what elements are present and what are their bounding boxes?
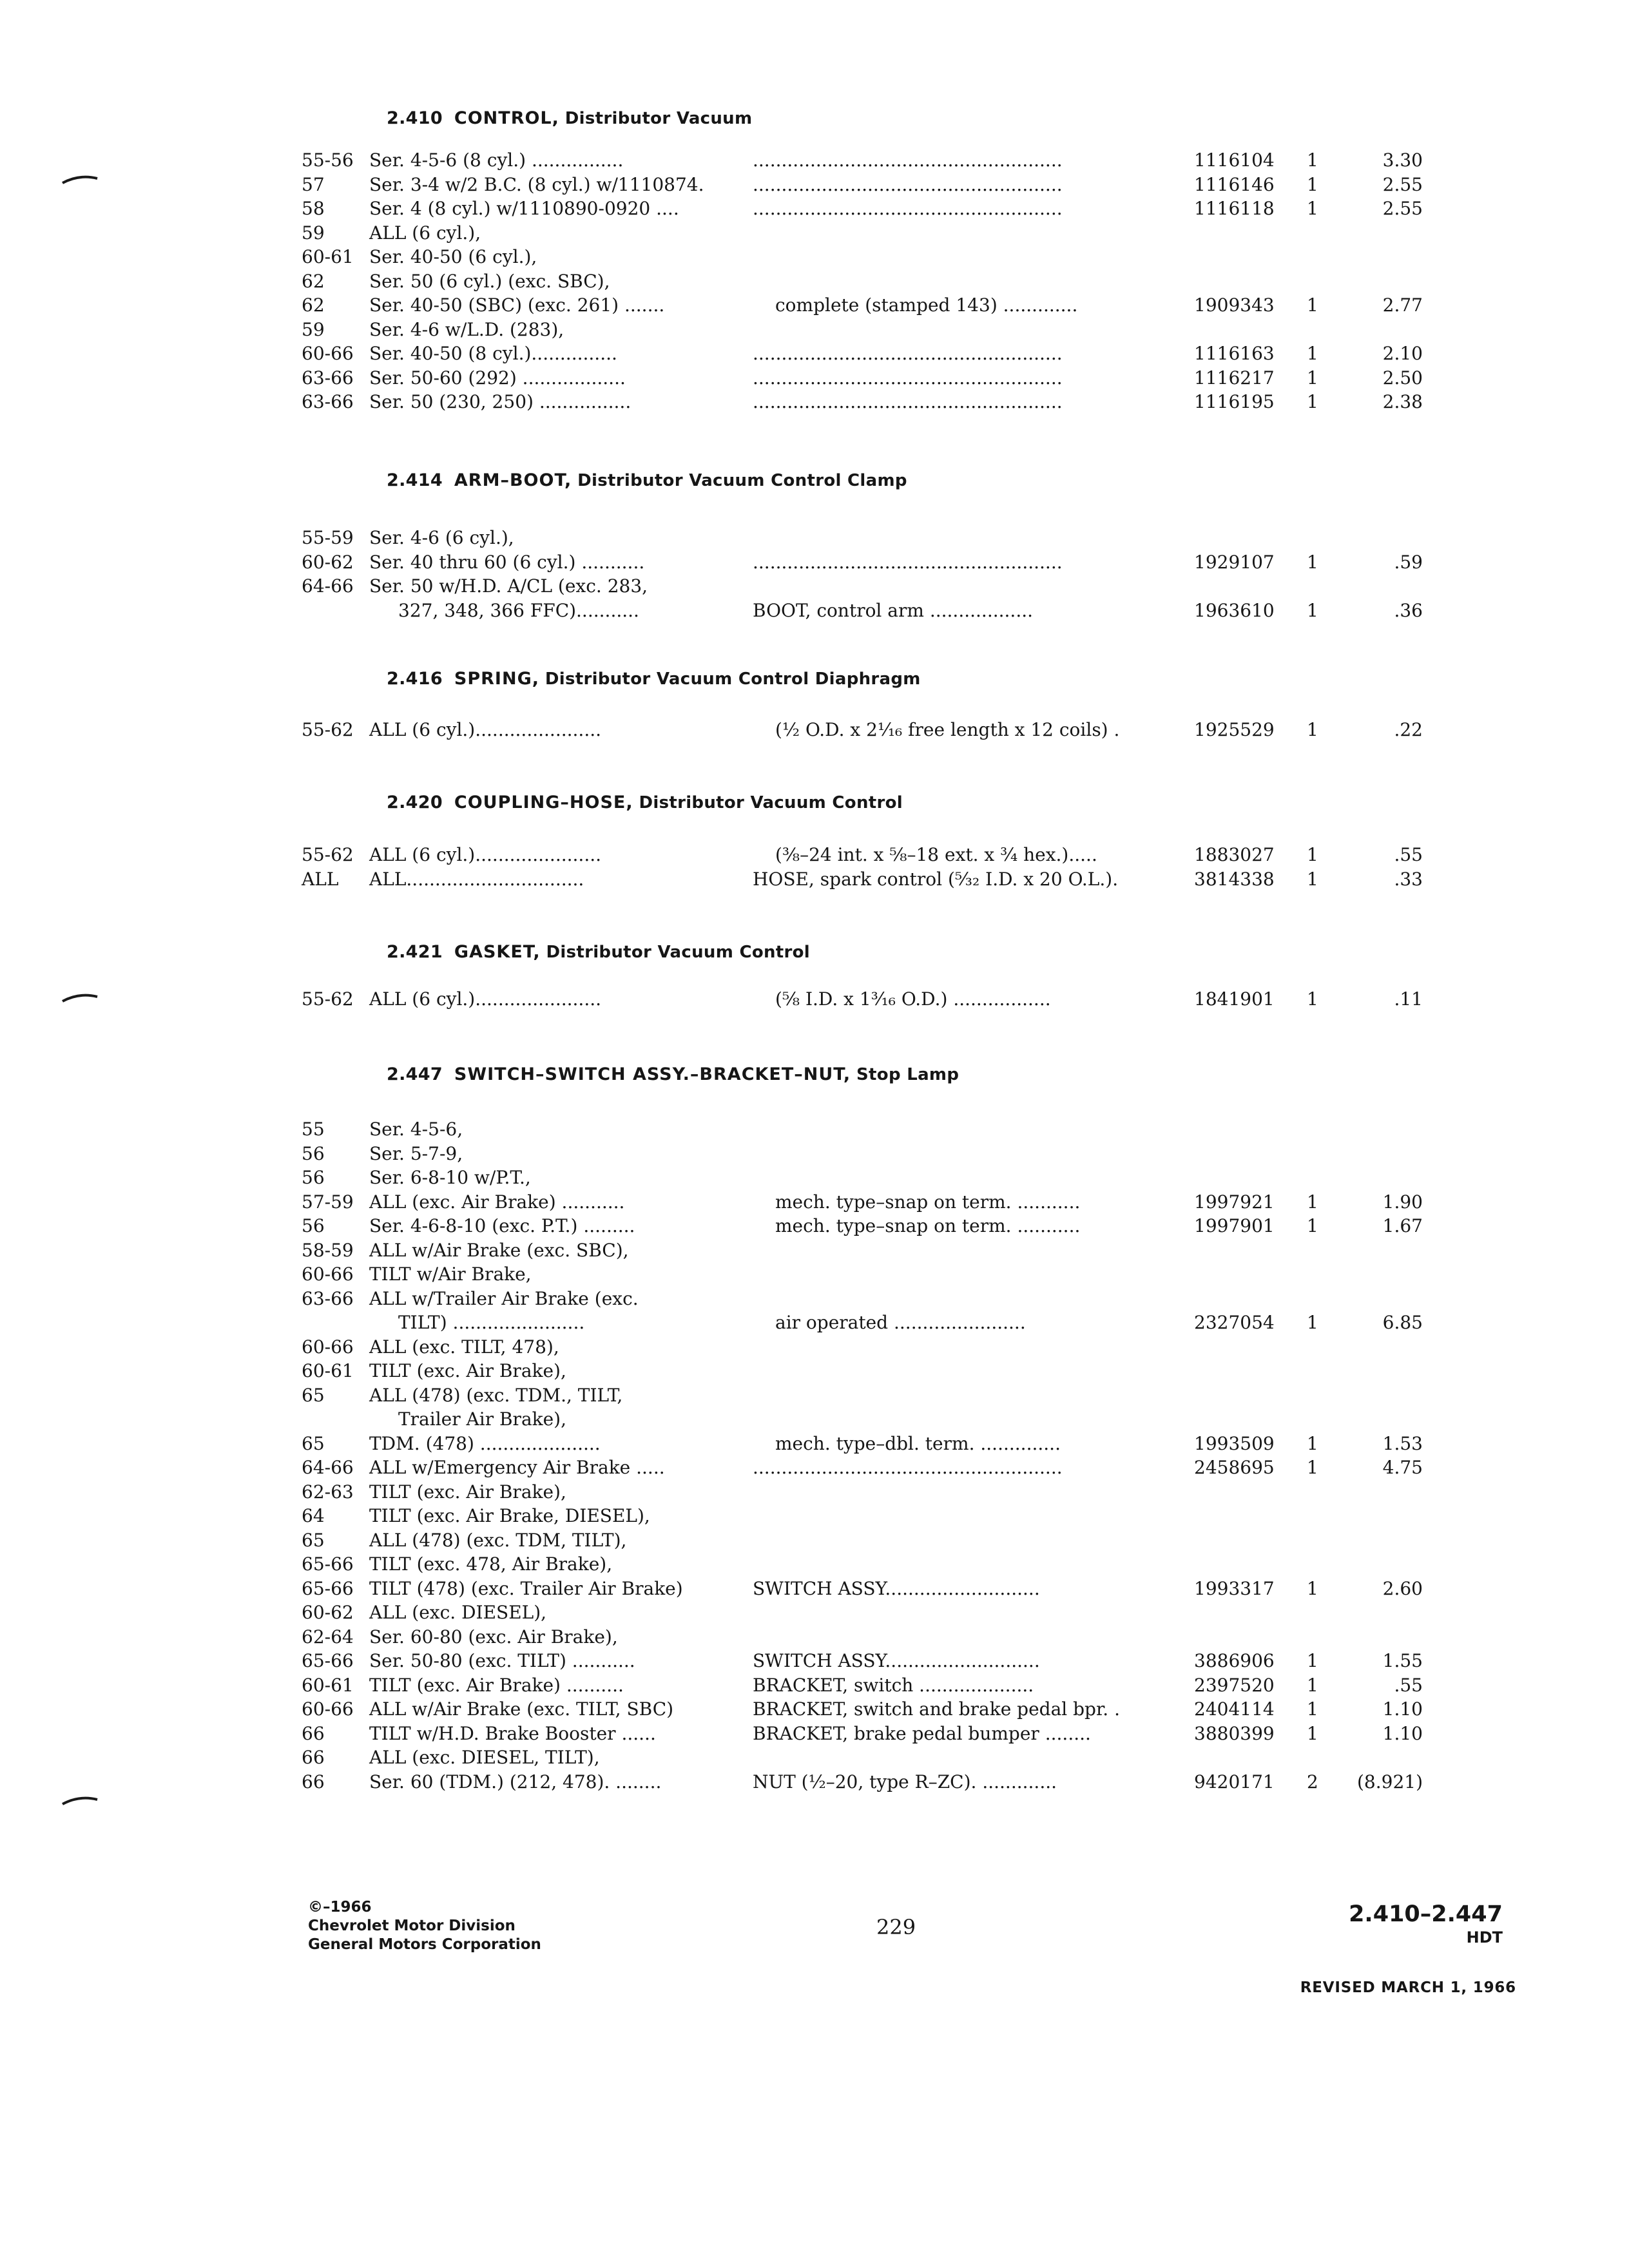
catalog-code: HDT xyxy=(1466,1928,1503,1946)
table-row xyxy=(302,1214,1423,1238)
model-application: Ser. 4 (8 cyl.) w/1110890-0920 .... xyxy=(369,198,679,219)
price: 2.55 xyxy=(1382,198,1423,219)
price: .33 xyxy=(1394,868,1423,890)
model-application: 327, 348, 366 FFC)........... xyxy=(398,599,639,621)
price: 6.85 xyxy=(1382,1312,1423,1333)
table-row xyxy=(302,1722,1423,1746)
model-year: 62 xyxy=(302,294,325,316)
table-row xyxy=(302,1311,1423,1335)
part-description: BOOT, control arm .................. xyxy=(753,599,1034,621)
table-row xyxy=(302,1238,1423,1263)
part-number: 1993509 xyxy=(1194,1432,1275,1454)
table-row xyxy=(302,526,1423,550)
model-application: Ser. 50-80 (exc. TILT) ........... xyxy=(369,1650,635,1671)
table-row xyxy=(302,341,1423,366)
price: 2.38 xyxy=(1382,391,1423,412)
table-row xyxy=(302,293,1423,318)
model-application: ALL (6 cyl.)...................... xyxy=(369,844,602,865)
table-row xyxy=(302,1577,1423,1601)
part-description: ...................................................... xyxy=(753,173,1063,195)
price: .22 xyxy=(1394,719,1423,740)
model-year: 65 xyxy=(302,1529,325,1551)
quantity: 1 xyxy=(1307,391,1318,412)
model-application: Ser. 5-7-9, xyxy=(369,1142,463,1164)
section-name: COUPLING–HOSE, xyxy=(454,793,633,812)
model-application: Ser. 50 (230, 250) ................ xyxy=(369,391,631,412)
part-number: 9420171 xyxy=(1194,1771,1275,1792)
quantity: 1 xyxy=(1307,988,1318,1010)
model-year: 63-66 xyxy=(302,391,354,412)
model-application: TILT w/Air Brake, xyxy=(369,1264,532,1285)
model-application: ALL............................... xyxy=(369,868,584,890)
quantity: 1 xyxy=(1307,551,1318,573)
table-row xyxy=(302,1673,1423,1698)
part-description: (⅝ I.D. x 1³⁄₁₆ O.D.) ................. xyxy=(775,988,1051,1010)
quantity: 1 xyxy=(1307,343,1318,364)
model-application: Ser. 60-80 (exc. Air Brake), xyxy=(369,1626,618,1648)
part-number: 1116104 xyxy=(1194,149,1275,171)
model-year: 60-66 xyxy=(302,1698,354,1720)
table-row xyxy=(302,599,1423,623)
model-year: 60-61 xyxy=(302,1360,354,1381)
part-number: 1883027 xyxy=(1194,844,1275,865)
publisher-block xyxy=(308,1898,541,1954)
part-number: 1993317 xyxy=(1194,1577,1275,1599)
model-year: 55 xyxy=(302,1119,325,1140)
model-application: Ser. 4-6-8-10 (exc. P.T.) ......... xyxy=(369,1215,635,1236)
table-row xyxy=(302,1745,1423,1770)
table-row xyxy=(302,843,1423,867)
table-row xyxy=(302,1407,1423,1432)
part-number: 1116217 xyxy=(1194,367,1275,389)
price: .59 xyxy=(1394,551,1423,573)
model-application: ALL (478) (exc. TDM., TILT, xyxy=(369,1384,623,1406)
model-application: ALL (6 cyl.)...................... xyxy=(369,719,602,740)
model-application: ALL (exc. TILT, 478), xyxy=(369,1336,559,1358)
quantity: 1 xyxy=(1307,1698,1318,1720)
part-description: SWITCH ASSY........................... xyxy=(753,1650,1040,1671)
copyright: ©–1966 xyxy=(308,1899,372,1916)
table-row xyxy=(302,1117,1423,1142)
section-name: SWITCH–SWITCH ASSY.–BRACKET–NUT, xyxy=(454,1064,851,1084)
model-year: 60-66 xyxy=(302,1264,354,1285)
quantity: 1 xyxy=(1307,198,1318,219)
model-year: 65-66 xyxy=(302,1553,354,1575)
model-application: Ser. 4-5-6, xyxy=(369,1119,463,1140)
part-description: mech. type–dbl. term. .............. xyxy=(775,1432,1061,1454)
model-application: ALL w/Air Brake (exc. TILT, SBC) xyxy=(369,1698,674,1720)
section-subtitle: Distributor Vacuum Control xyxy=(546,943,811,962)
table-row xyxy=(302,173,1423,197)
quantity: 1 xyxy=(1307,294,1318,316)
table-row xyxy=(302,1697,1423,1722)
part-description: NUT (½–20, type R–ZC). ............. xyxy=(753,1771,1057,1792)
price: 1.10 xyxy=(1382,1698,1423,1720)
section-number: 2.420 xyxy=(387,793,443,812)
quantity: 1 xyxy=(1307,1722,1318,1744)
section-number: 2.447 xyxy=(387,1064,443,1084)
model-year: 66 xyxy=(302,1747,325,1768)
part-number: 1963610 xyxy=(1194,599,1275,621)
section-subtitle: Distributor Vacuum Control xyxy=(639,793,903,812)
quantity: 1 xyxy=(1307,599,1318,621)
model-year: 60-66 xyxy=(302,1336,354,1358)
table-row xyxy=(302,1649,1423,1673)
model-year: 62-64 xyxy=(302,1626,354,1648)
parts-table xyxy=(302,526,1423,622)
table-row xyxy=(302,1383,1423,1408)
model-application: ALL (exc. Air Brake) ........... xyxy=(369,1191,625,1213)
margin-mark-top xyxy=(61,173,99,186)
quantity: 1 xyxy=(1307,173,1318,195)
quantity: 1 xyxy=(1307,719,1318,740)
model-application: ALL w/Emergency Air Brake ..... xyxy=(369,1457,665,1478)
model-application: ALL (exc. DIESEL), xyxy=(369,1602,547,1623)
model-application: Ser. 40-50 (6 cyl.), xyxy=(369,246,537,267)
price: 4.75 xyxy=(1382,1457,1423,1478)
section-number: 2.410 xyxy=(387,108,443,128)
quantity: 1 xyxy=(1307,1674,1318,1696)
table-row xyxy=(302,987,1423,1012)
part-description: ...................................................... xyxy=(753,149,1063,171)
section-subtitle: Distributor Vacuum xyxy=(564,109,753,128)
price: .55 xyxy=(1394,844,1423,865)
part-number: 1116146 xyxy=(1194,173,1275,195)
part-number: 1116163 xyxy=(1194,343,1275,364)
price: 1.67 xyxy=(1382,1215,1423,1236)
model-year: 57-59 xyxy=(302,1191,354,1213)
table-row xyxy=(302,1142,1423,1166)
section-title xyxy=(387,942,810,962)
table-row xyxy=(302,1504,1423,1528)
model-year: 66 xyxy=(302,1722,325,1744)
table-row xyxy=(302,1287,1423,1311)
section-name: ARM–BOOT, xyxy=(454,470,572,490)
model-application: TILT) ....................... xyxy=(398,1312,585,1333)
model-year: 59 xyxy=(302,318,325,340)
quantity: 1 xyxy=(1307,844,1318,865)
model-application: TILT (exc. Air Brake) .......... xyxy=(369,1674,624,1696)
table-row xyxy=(302,1335,1423,1360)
model-application: ALL (6 cyl.), xyxy=(369,222,481,244)
model-application: TILT (exc. 478, Air Brake), xyxy=(369,1553,613,1575)
model-year: 64-66 xyxy=(302,575,354,597)
section-name: SPRING, xyxy=(454,669,539,689)
price: 1.10 xyxy=(1382,1722,1423,1744)
table-row xyxy=(302,269,1423,294)
section-name: GASKET, xyxy=(454,942,541,962)
part-number: 2327054 xyxy=(1194,1312,1275,1333)
price: 2.77 xyxy=(1382,294,1423,316)
part-number: 1929107 xyxy=(1194,551,1275,573)
model-application: ALL w/Air Brake (exc. SBC), xyxy=(369,1239,629,1261)
revised-date: REVISED MARCH 1, 1966 xyxy=(1300,1979,1516,1996)
price: 2.55 xyxy=(1382,173,1423,195)
table-row xyxy=(302,1262,1423,1287)
part-description: SWITCH ASSY........................... xyxy=(753,1577,1040,1599)
model-year: 62 xyxy=(302,270,325,292)
model-year: 56 xyxy=(302,1142,325,1164)
price: 2.50 xyxy=(1382,367,1423,389)
table-row xyxy=(302,245,1423,269)
model-application: Trailer Air Brake), xyxy=(398,1408,566,1430)
corporation: General Motors Corporation xyxy=(308,1936,541,1953)
part-number: 1116118 xyxy=(1194,198,1275,219)
section-title xyxy=(387,108,752,128)
model-application: Ser. 50-60 (292) .................. xyxy=(369,367,626,389)
price: 1.53 xyxy=(1382,1432,1423,1454)
table-row xyxy=(302,574,1423,599)
section-subtitle: Distributor Vacuum Control Diaphragm xyxy=(545,669,921,689)
section-title xyxy=(387,1064,959,1084)
part-description: (⅜–24 int. x ⅝–18 ext. x ¾ hex.)..... xyxy=(775,844,1097,865)
model-year: 55-62 xyxy=(302,719,354,740)
table-row xyxy=(302,366,1423,390)
model-year: 65-66 xyxy=(302,1650,354,1671)
quantity: 1 xyxy=(1307,367,1318,389)
part-number: 1997901 xyxy=(1194,1215,1275,1236)
model-year: ALL xyxy=(302,868,339,890)
part-description: ...................................................... xyxy=(753,198,1063,219)
part-number: 3886906 xyxy=(1194,1650,1275,1671)
margin-mark-bottom xyxy=(61,1794,99,1807)
model-year: 55-59 xyxy=(302,527,354,548)
quantity: 2 xyxy=(1307,1771,1318,1792)
model-application: ALL (exc. DIESEL, TILT), xyxy=(369,1747,600,1768)
table-row xyxy=(302,318,1423,342)
part-description: air operated ....................... xyxy=(775,1312,1026,1333)
model-application: ALL (478) (exc. TDM, TILT), xyxy=(369,1529,627,1551)
table-row xyxy=(302,1359,1423,1383)
parts-table xyxy=(302,843,1423,891)
table-row xyxy=(302,1166,1423,1190)
model-year: 60-61 xyxy=(302,246,354,267)
model-year: 65 xyxy=(302,1384,325,1406)
model-year: 60-61 xyxy=(302,1674,354,1696)
margin-mark-middle xyxy=(61,991,99,1004)
section-range: 2.410–2.447 xyxy=(1349,1901,1503,1927)
part-number: 1925529 xyxy=(1194,719,1275,740)
price: .36 xyxy=(1394,599,1423,621)
table-row xyxy=(302,867,1423,892)
model-application: Ser. 4-6 w/L.D. (283), xyxy=(369,318,564,340)
table-row xyxy=(302,550,1423,575)
model-application: Ser. 60 (TDM.) (212, 478). ........ xyxy=(369,1771,662,1792)
parts-table xyxy=(302,718,1423,742)
model-year: 63-66 xyxy=(302,1287,354,1309)
model-year: 60-62 xyxy=(302,1602,354,1623)
model-year: 62-63 xyxy=(302,1481,354,1503)
part-number: 3814338 xyxy=(1194,868,1275,890)
part-number: 2458695 xyxy=(1194,1457,1275,1478)
section-range-block xyxy=(1349,1901,1503,1947)
table-row xyxy=(302,1480,1423,1504)
model-application: Ser. 50 w/H.D. A/CL (exc. 283, xyxy=(369,575,648,597)
part-description: complete (stamped 143) ............. xyxy=(775,294,1078,316)
part-description: ...................................................... xyxy=(753,551,1063,573)
model-application: TILT (478) (exc. Trailer Air Brake) xyxy=(369,1577,683,1599)
price: 1.90 xyxy=(1382,1191,1423,1213)
model-application: Ser. 6-8-10 w/P.T., xyxy=(369,1167,531,1188)
model-year: 60-66 xyxy=(302,343,354,364)
model-year: 58-59 xyxy=(302,1239,354,1261)
price: 1.55 xyxy=(1382,1650,1423,1671)
model-year: 64-66 xyxy=(302,1457,354,1478)
table-row xyxy=(302,1456,1423,1480)
section-number: 2.416 xyxy=(387,669,443,689)
model-year: 56 xyxy=(302,1167,325,1188)
model-year: 65-66 xyxy=(302,1577,354,1599)
table-row xyxy=(302,1432,1423,1456)
parts-table xyxy=(302,1117,1423,1794)
parts-table xyxy=(302,148,1423,414)
model-year: 55-62 xyxy=(302,988,354,1010)
price: .11 xyxy=(1394,988,1423,1010)
price: 2.10 xyxy=(1382,343,1423,364)
part-description: (½ O.D. x 2¹⁄₁₆ free length x 12 coils) . xyxy=(775,719,1120,740)
model-year: 63-66 xyxy=(302,367,354,389)
table-row xyxy=(302,1625,1423,1649)
model-year: 60-62 xyxy=(302,551,354,573)
model-application: Ser. 3-4 w/2 B.C. (8 cyl.) w/1110874. xyxy=(369,173,704,195)
part-description: ...................................................... xyxy=(753,343,1063,364)
part-description: ...................................................... xyxy=(753,391,1063,412)
part-description: BRACKET, brake pedal bumper ........ xyxy=(753,1722,1091,1744)
quantity: 1 xyxy=(1307,1312,1318,1333)
price: .55 xyxy=(1394,1674,1423,1696)
section-subtitle: Stop Lamp xyxy=(856,1065,959,1084)
model-year: 55-56 xyxy=(302,149,354,171)
part-description: ...................................................... xyxy=(753,367,1063,389)
model-application: Ser. 40 thru 60 (6 cyl.) ........... xyxy=(369,551,645,573)
table-row xyxy=(302,718,1423,742)
table-row xyxy=(302,1528,1423,1553)
section-subtitle: Distributor Vacuum Control Clamp xyxy=(577,471,907,490)
model-year: 55-62 xyxy=(302,844,354,865)
table-row xyxy=(302,1552,1423,1577)
page-number: 229 xyxy=(876,1915,916,1939)
table-row xyxy=(302,148,1423,173)
division: Chevrolet Motor Division xyxy=(308,1917,516,1934)
table-row xyxy=(302,390,1423,414)
parts-table xyxy=(302,987,1423,1012)
quantity: 1 xyxy=(1307,149,1318,171)
quantity: 1 xyxy=(1307,1577,1318,1599)
quantity: 1 xyxy=(1307,1191,1318,1213)
table-row xyxy=(302,1190,1423,1215)
quantity: 1 xyxy=(1307,1457,1318,1478)
section-number: 2.414 xyxy=(387,470,443,490)
model-application: ALL w/Trailer Air Brake (exc. xyxy=(369,1287,639,1309)
part-number: 1997921 xyxy=(1194,1191,1275,1213)
model-application: TILT w/H.D. Brake Booster ...... xyxy=(369,1722,656,1744)
part-number: 2404114 xyxy=(1194,1698,1275,1720)
part-number: 2397520 xyxy=(1194,1674,1275,1696)
part-description: BRACKET, switch and brake pedal bpr. . xyxy=(753,1698,1120,1720)
section-number: 2.421 xyxy=(387,942,443,962)
model-application: Ser. 4-6 (6 cyl.), xyxy=(369,527,514,548)
model-year: 66 xyxy=(302,1771,325,1792)
model-application: Ser. 4-5-6 (8 cyl.) ................ xyxy=(369,149,624,171)
model-application: TILT (exc. Air Brake), xyxy=(369,1481,566,1503)
price: 2.60 xyxy=(1382,1577,1423,1599)
table-row xyxy=(302,197,1423,221)
model-application: Ser. 50 (6 cyl.) (exc. SBC), xyxy=(369,270,610,292)
quantity: 1 xyxy=(1307,1650,1318,1671)
section-title xyxy=(387,470,907,490)
part-number: 1909343 xyxy=(1194,294,1275,316)
part-description: mech. type–snap on term. ........... xyxy=(775,1215,1081,1236)
section-title xyxy=(387,669,921,689)
table-row xyxy=(302,221,1423,245)
model-application: ALL (6 cyl.)...................... xyxy=(369,988,602,1010)
model-year: 57 xyxy=(302,173,325,195)
part-description: mech. type–snap on term. ........... xyxy=(775,1191,1081,1213)
section-name: CONTROL, xyxy=(454,108,559,128)
model-year: 65 xyxy=(302,1432,325,1454)
part-description: ...................................................... xyxy=(753,1457,1063,1478)
quantity: 1 xyxy=(1307,1432,1318,1454)
table-row xyxy=(302,1770,1423,1794)
model-application: TILT (exc. Air Brake, DIESEL), xyxy=(369,1505,650,1526)
model-application: Ser. 40-50 (8 cyl.)............... xyxy=(369,343,617,364)
part-description: HOSE, spark control (⁵⁄₃₂ I.D. x 20 O.L.). xyxy=(753,868,1119,890)
quantity: 1 xyxy=(1307,1215,1318,1236)
quantity: 1 xyxy=(1307,868,1318,890)
part-number: 1841901 xyxy=(1194,988,1275,1010)
part-number: 3880399 xyxy=(1194,1722,1275,1744)
model-application: TDM. (478) ..................... xyxy=(369,1432,601,1454)
part-description: BRACKET, switch .................... xyxy=(753,1674,1034,1696)
model-year: 59 xyxy=(302,222,325,244)
model-year: 64 xyxy=(302,1505,325,1526)
section-title xyxy=(387,793,903,812)
part-number: 1116195 xyxy=(1194,391,1275,412)
model-year: 56 xyxy=(302,1215,325,1236)
table-row xyxy=(302,1600,1423,1625)
model-application: TILT (exc. Air Brake), xyxy=(369,1360,566,1381)
price: 3.30 xyxy=(1382,149,1423,171)
model-application: Ser. 40-50 (SBC) (exc. 261) ....... xyxy=(369,294,665,316)
model-year: 58 xyxy=(302,198,325,219)
price: (8.921) xyxy=(1356,1771,1423,1792)
